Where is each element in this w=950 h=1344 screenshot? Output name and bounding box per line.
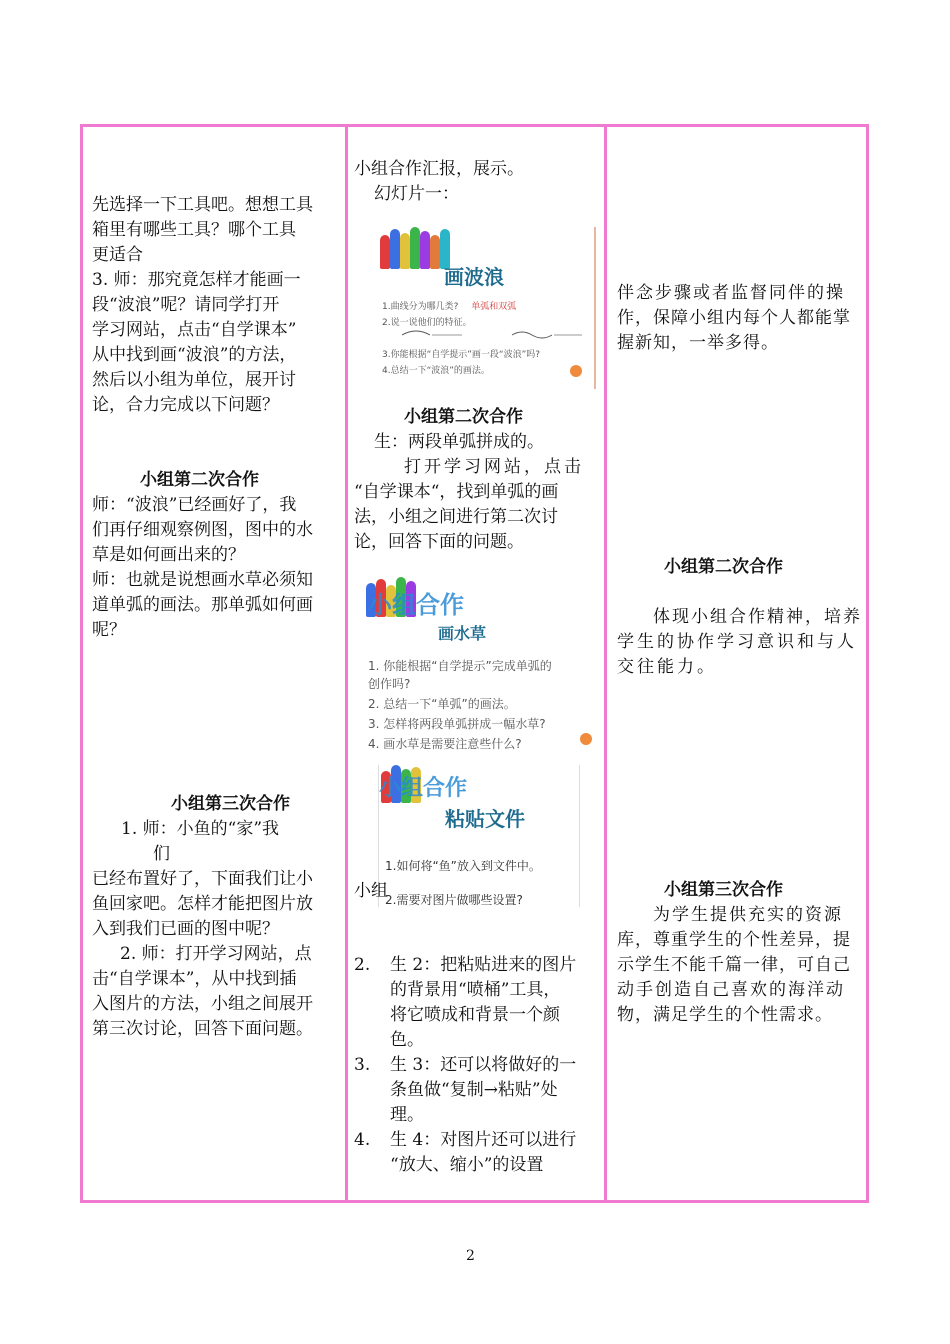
slide-line: 2.需要对图片做哪些设置? — [385, 893, 523, 907]
text-line: 段“波浪”呢？请同学打开 — [92, 295, 280, 315]
text-line: 师：“波浪”已经画好了，我 — [92, 495, 297, 515]
slide-line: 1.曲线分为哪几类? 单弧和双弧 — [382, 302, 517, 312]
slide-line: 3.你能根据“自学提示”画一段“波浪”吗? — [382, 350, 541, 360]
text-line: 打开学习网站，点击 — [404, 457, 584, 477]
slide-title: 粘贴文件 — [445, 807, 525, 831]
paragraph-second-discussion — [354, 455, 584, 555]
text-line: 箱里有哪些工具？哪个工具 — [92, 220, 296, 240]
slide-line: 4. 画水草是需要注意些什么? — [368, 737, 522, 751]
text-line: 学习网站，点击“自学课本” — [92, 320, 297, 340]
text-line: 2. 师：打开学习网站，点 — [120, 944, 312, 964]
teacher-activity-column — [83, 127, 345, 1200]
slide-banner: 小组合作 — [368, 591, 464, 619]
text-line: “自学课本“，找到单弧的画 — [354, 482, 559, 502]
text-line: 作，保障小组内每个人都能掌 — [617, 308, 851, 328]
text-line: 们再仔细观察例图，图中的水 — [92, 520, 313, 540]
text-line: 示学生不能千篇一律，可自己 — [617, 955, 851, 975]
heading-third-cooperation: 小组第三次合作 — [664, 880, 783, 900]
text-line: 论，合力完成以下问题？ — [92, 395, 279, 415]
slide-banner: 小组合作 — [379, 776, 468, 801]
paragraph-fish-home — [92, 867, 313, 942]
student-activity-column: 小组合作汇报，展示。 幻灯片一： 画波浪 1.曲线分为哪几类? 单弧和双弧 2.说一说他们的特征。 3.你能根据“自学提示”画一段“波浪”吗? 4.总结一下“波浪”的画法。 小组第二次合作 生：两段单弧拼成的。 打开学习网站，点击 “自学课本“，找到单弧的画 法，小组之间进行第二次讨 论，回答下面的问题。 小组合作 画水草 1. 你能根据“自学提示”完成单弧的 创作吗? 2. 总结一下“单弧”的画法。 3. 怎样将两段单弧拼成一幅水草? 4. 画水草是需要注意些什么? 小组合作 粘贴文件 1.如何将“鱼”放入到文件中。 2.需要对图片做哪些设置? 小组 2. 生 2：把粘贴进来的图片 的背景用“喷桶”工具， 将它喷成和背景一个颜 色。 3. 生 3：还可以将做好的一 条鱼做“复制→粘贴”处 理。 4. 生 4：对图片还可以进行 “放大、缩小”的设置 — [345, 127, 607, 1200]
partial-text: 小组 — [354, 881, 388, 901]
slide-line: 1.如何将“鱼”放入到文件中。 — [385, 859, 541, 873]
paragraph-peer-supervision — [617, 281, 851, 356]
text-line: 师：也就是说想画水草必须知 — [92, 570, 313, 590]
heading-second-cooperation: 小组第二次合作 — [404, 407, 523, 427]
slide-title: 画水草 — [438, 624, 487, 643]
slide-paste-file — [378, 765, 580, 907]
slide-title: 画波浪 — [444, 265, 504, 289]
text-line: 们 — [153, 844, 170, 864]
text-line: 已经布置好了，下面我们让小 — [92, 869, 313, 889]
slide-draw-wave — [378, 227, 596, 389]
answer-text: 单弧和双弧 — [471, 302, 517, 312]
text-line: 为学生提供充实的资源 — [653, 905, 843, 925]
text-line: 动手创造自己喜欢的海洋动 — [617, 980, 845, 1000]
text-line: 草是如何画出来的？ — [92, 545, 245, 565]
design-intent-column — [610, 127, 866, 1200]
text-line: 握新知，一举多得。 — [617, 333, 779, 353]
paragraph-wave-question — [92, 268, 301, 418]
text-line: 先选择一下工具吧。想想工具 — [92, 195, 313, 215]
text-line: 伴念步骤或者监督同伴的操 — [617, 283, 845, 303]
page-number: 2 — [466, 1248, 475, 1264]
text-line: 呢？ — [92, 620, 126, 640]
list-item-1 — [121, 817, 279, 867]
list-item-2 — [92, 942, 313, 1042]
heading-third-cooperation: 小组第三次合作 — [171, 794, 290, 814]
text-line: 法，小组之间进行第二次讨 — [354, 507, 558, 527]
text-line: 1. 师：小鱼的“家”我 — [121, 819, 280, 839]
text-line: 然后以小组为单位，展开讨 — [92, 370, 296, 390]
slide-draw-seaweed — [364, 577, 596, 757]
text-line: 体现小组合作精神，培养 — [653, 607, 862, 627]
text-line: 库，尊重学生的个性差异，提 — [617, 930, 851, 950]
slide-line: 2. 总结一下“单弧”的画法。 — [368, 697, 516, 711]
text-line: 入到我们已画的图中呢？ — [92, 919, 279, 939]
text-line: 交往能力。 — [617, 657, 717, 677]
slide-line: 1. 你能根据“自学提示”完成单弧的 — [368, 659, 552, 673]
lesson-table — [80, 124, 869, 1203]
text-line: 论，回答下面的问题。 — [354, 532, 524, 552]
orange-dot-icon — [570, 365, 582, 377]
text-line: 3. 师：那究竟怎样才能画一 — [92, 270, 301, 290]
paragraph-seaweed — [92, 493, 313, 643]
intro-text: 小组合作汇报，展示。 — [354, 159, 524, 179]
heading-second-cooperation: 小组第二次合作 — [664, 557, 783, 577]
heading-second-cooperation: 小组第二次合作 — [140, 470, 259, 490]
text-line: 鱼回家吧。怎样才能把图片放 — [92, 894, 313, 914]
slide-line: 2.说一说他们的特征。 — [382, 318, 472, 328]
text-line: 入图片的方法，小组之间展开 — [92, 994, 313, 1014]
slide-line: 创作吗? — [368, 677, 411, 691]
wave-examples-image — [382, 327, 588, 343]
paragraph-cooperation-spirit — [617, 605, 862, 680]
paragraph-resources — [617, 903, 851, 1028]
text-line: 更适合 — [92, 245, 143, 265]
paragraph-tools — [92, 193, 313, 268]
slide-line: 3. 怎样将两段单弧拼成一幅水草? — [368, 717, 546, 731]
text-line: 物，满足学生的个性需求。 — [617, 1005, 833, 1025]
text-line: 第三次讨论，回答下面问题。 — [92, 1019, 313, 1039]
text-line: 道单弧的画法。那单弧如何画 — [92, 595, 313, 615]
text-line: 学生的协作学习意识和与人 — [617, 632, 857, 652]
slide-line: 4.总结一下“波浪”的画法。 — [382, 366, 490, 376]
text-line: 从中找到画“波浪”的方法， — [92, 345, 297, 365]
slide-label: 幻灯片一： — [374, 184, 459, 204]
text-line: 击“自学课本”，从中找到插 — [92, 969, 297, 989]
student-answer: 生：两段单弧拼成的。 — [374, 432, 544, 452]
orange-dot-icon — [580, 733, 592, 745]
